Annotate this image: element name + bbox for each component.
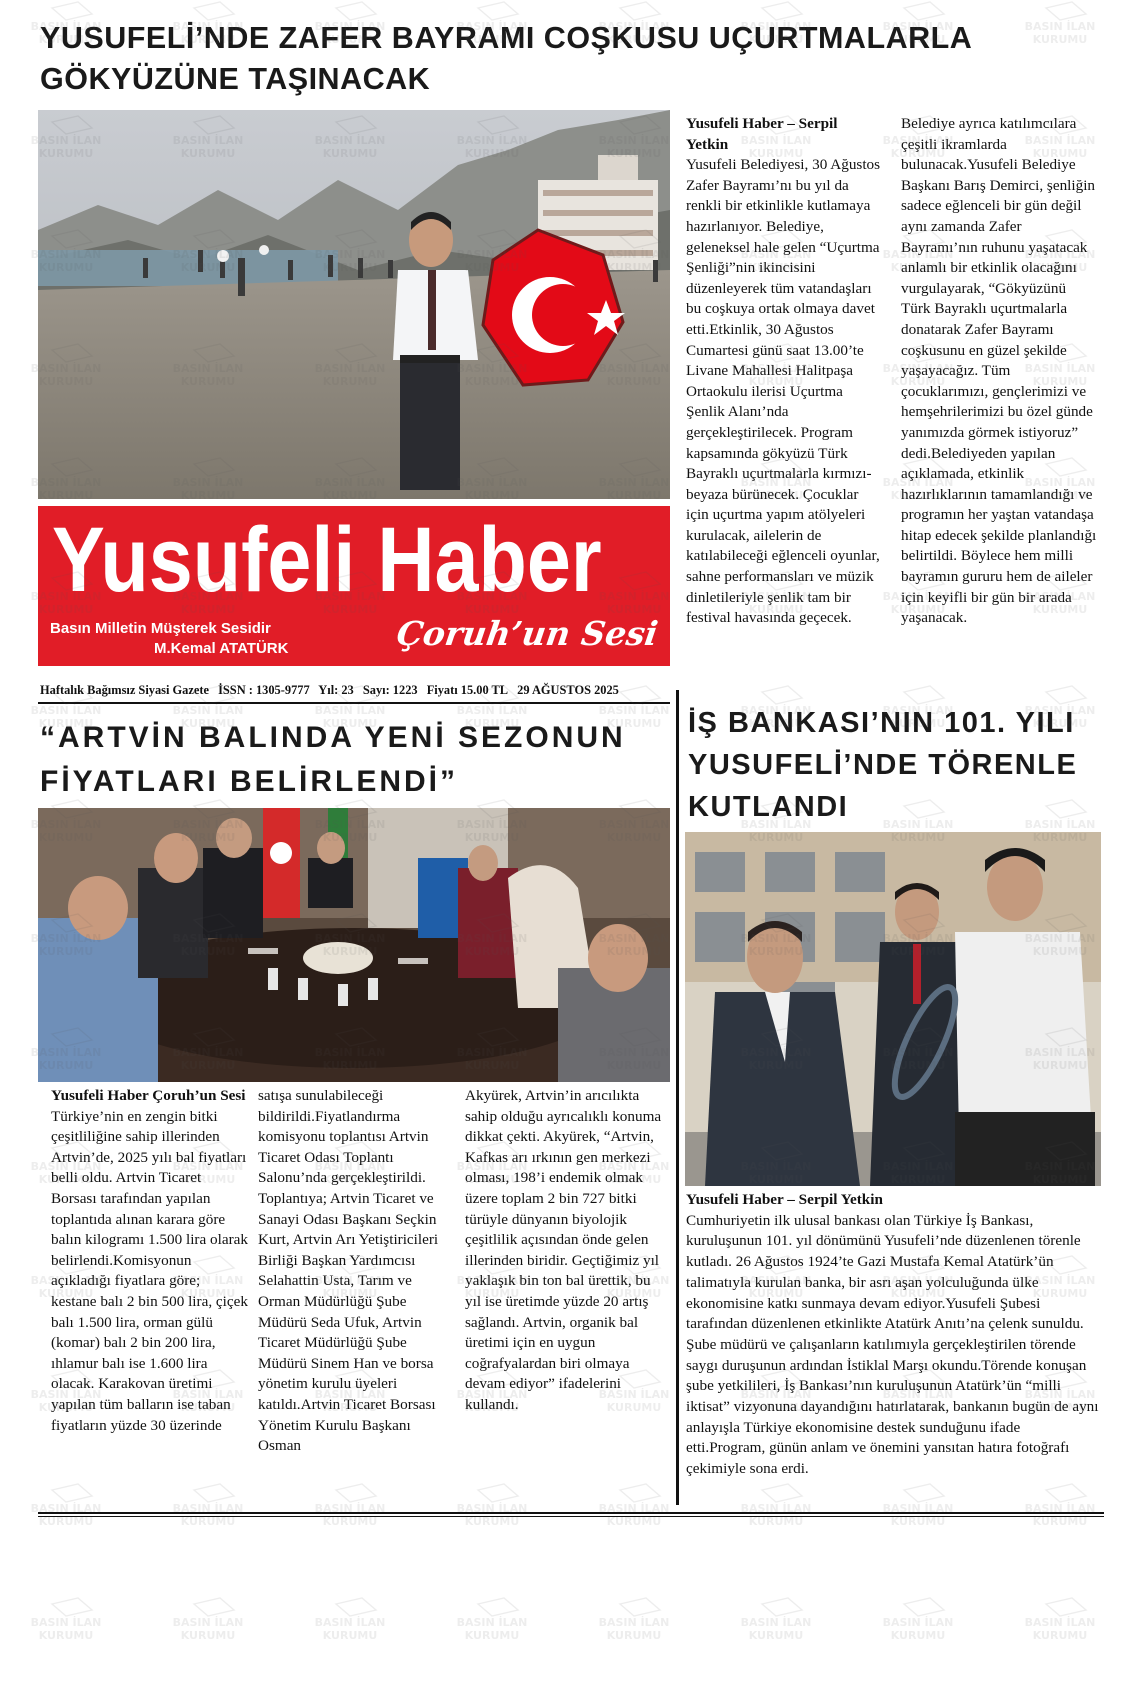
bal-col2-text: satışa sunulabileceği bildirildi.Fiyatlandırma komisyonu toplantısı Artvin Ticaret Odası Toplantı Salonu’nda gerçekleştirildi. Toplantıya; Artvin Ticaret ve Sanayi Odası Başkanı Seçkin Kurt, Artvin Arı Yetiştiricileri Birliği Başkan Yardımcısı Selahattin Usta, Tarım ve Orman Müdürlüğü Şube Müdürü Seda Ufuk, Artvin Ticaret Müdürlüğü Şube Müdürü Sinem Han ve borsa yönetim kurulu üyeleri katıldı.Artvin Ticaret Borsası Yönetim Kurulu Başkanı Osman bbox=[258, 1087, 439, 1455]
isbankasi-byline: Yusufeli Haber – Serpil Yetkin bbox=[686, 1191, 883, 1208]
masthead-slogan-text: Basın Milletin Müşterek Sesidir bbox=[50, 620, 271, 637]
ucurtma-column-2 bbox=[901, 114, 1099, 629]
bal-col3-text: Akyürek, Artvin’in arıcılıkta sahip olduğu ayrıcalıklı konuma dikkat çekti. Akyürek, “Artvin, Kafkas arı ırkının gen merkezi olması, 198’i endemik olmak üzere toplam 2 bin 727 bitki türüyle dünyanın biyolojik çeşitlilik açısından önde gelen illerinden biridir. Geçtiğimiz yıl yaklaşık bin ton bal ürettik, bu yıl ise üretimde yüzde 20 artış sağlandı. Artvin, organik bal üretimi için en uygun coğrafyalardan biri olmaya devam ediyor” ifadelerini kullandı. bbox=[465, 1087, 662, 1413]
bal-byline: Yusufeli Haber Çoruh’un Sesi bbox=[51, 1087, 246, 1104]
isbankasi-body: Cumhuriyetin ilk ulusal bankası olan Türkiye İş Bankası, kuruluşunun 101. yıl dönümünü Yusufeli’nde düzenlenen törenle kutladı. 26 Ağustos 1924’te Gazi Mustafa Kemal Atatürk’ün talimatıyla kurulan banka, bir asrı aşan yolculuğunda ülke ekonomisine katkı sunmaya devam ediyor.Yusufeli Şubesi tarafından düzenlenen etkinlikte Atatürk Anıtı’na çelenk sunuldu. Şube müdürü ve çalışanların katılımıyla gerçekleştirilen törende saygı duruşunun ardından İstiklal Marşı okundu.Törende konuşan şube yetkilileri, İş Bankası’nın kuruluşunun Atatürk’ün “milli iktisat” vizyonuna dayandığını hatırlatarak, bankanın bugün de aynı anlayışla Türkiye ekonomisine destek sunduğunu ifade etti.Program, günün anlam ve önemini yansıtan hatıra fotoğrafı çekimiyle sona erdi. bbox=[686, 1211, 1099, 1478]
ucurtma-col1-text: Yusufeli Belediyesi, 30 Ağustos Zafer Bayramı’nı bu yıl da renkli bir etkinlikle kutlamaya hazırlanıyor. Belediye, geleneksel hale gelen “Uçurtma Şenliği”nin ikincisini düzenleyerek tüm vatandaşları bu coşkuya ortak olmaya davet etti.Etkinlik, 30 Ağustos Cumartesi günü saat 13.00’te Livane Mahallesi Halitpaşa Ortaokulu ilerisi Uçurtma Şenlik Alanı’nda gerçekleştirilecek. Program kapsamında gökyüzü Türk Bayraklı uçurtmalarla kırmızı-beyaza bürünecek. Çocuklar için uçurtma yapım atölyeleri kurulacak, ailelerin de katılabileceği eğlenceli oyunlar, sahne performansları ve müzik dinletileriyle şenlik tam bir festival havasında geçecek. bbox=[686, 156, 881, 627]
isbankasi-headline-line3: KUTLANDI bbox=[688, 791, 849, 823]
ucurtma-col2-text: Belediye ayrıca katılımcılara çeşitli ikramlarda bulunacak.Yusufeli Belediye Başkanı Barış Demirci, şenliğin sadece eğlenceli bir gün değil aynı zamanda Zafer Bayramı’nın ruhunu yaşatacak anlamlı bir etkinlik olacağını vurgulayarak, “Gökyüzünü Türk Bayraklı uçurtmalarla donatarak Zafer Bayramı coşkusunu en güzel şekilde yaşayacağız. Tüm çocuklarımızı, gençlerimizi ve hemşehrilerimizi bu özel günde yanımızda görmek istiyoruz” dedi.Belediyeden yapılan açıklamada, etkinlik hazırlıklarının tamamlandığı ve programın her yaştan vatandaşa hitap edecek şekilde planlandığı belirtildi. Böylece hem milli bayramın gururu hem de aileler için keyifli bir gün bir arada yaşanacak. bbox=[901, 115, 1097, 627]
issue-number: Sayı: 1223 bbox=[362, 683, 418, 697]
ceremony-photo bbox=[685, 832, 1101, 1186]
issn: İSSN : 1305-9777 bbox=[218, 683, 310, 697]
bal-headline-line1: “ARTVİN BALINDA YENİ SEZONUN bbox=[40, 721, 626, 754]
column-divider bbox=[676, 690, 679, 1505]
paper-type: Haftalık Bağımsız Siyasi Gazete bbox=[40, 683, 209, 697]
masthead-title: Yusufeli Haber bbox=[52, 509, 602, 611]
issue-info-bar bbox=[40, 683, 668, 698]
year: Yıl: 23 bbox=[318, 683, 354, 697]
isbankasi-headline-line1: İŞ BANKASI’NIN 101. YILI bbox=[688, 707, 1075, 739]
bal-column-2 bbox=[258, 1086, 452, 1457]
issue-date: 29 AĞUSTOS 2025 bbox=[517, 683, 619, 697]
masthead-signature: M.Kemal ATATÜRK bbox=[154, 640, 289, 657]
masthead-subtitle: Çoruh’un Sesi bbox=[394, 614, 661, 653]
bottom-rule-2 bbox=[38, 1516, 1104, 1517]
ucurtma-column-1 bbox=[686, 114, 882, 629]
isbankasi-text bbox=[686, 1190, 1100, 1480]
price: Fiyatı 15.00 TL bbox=[426, 683, 509, 697]
infobar-underline bbox=[38, 702, 670, 704]
bottom-rule-1 bbox=[38, 1512, 1104, 1514]
kite-photo bbox=[38, 110, 670, 499]
bal-headline-line2: FİYATLARI BELİRLENDİ” bbox=[40, 765, 459, 798]
masthead-slogan bbox=[50, 619, 288, 659]
ucurtma-byline: Yusufeli Haber – Serpil Yetkin bbox=[686, 115, 838, 153]
masthead bbox=[38, 506, 670, 666]
meeting-photo bbox=[38, 808, 670, 1082]
ucurtma-headline bbox=[40, 18, 1100, 100]
ucurtma-headline-line1: YUSUFELİ’NDE ZAFER BAYRAMI COŞKUSU UÇURTMALARLA bbox=[40, 21, 973, 55]
bal-col1-text: Türkiye’nin en zengin bitki çeşitliliğine sahip illerinden Artvin’de, 2025 yılı bal fiyatları belli oldu. Artvin Ticaret Borsası tarafından yapılan toplantıda alınan karara göre balın kilogramı 1.500 lira olarak belirlendi.Komisyonun açıkladığı fiyatlara göre; kestane balı 2 bin 500 lira, çiçek balı 1.500 lira, orman gülü (komar) balı 2 bin 200 lira, ıhlamur balı ise 1.600 lira olacak. Karakovan üretimi yapılan tüm balların ise taban fiyatların yüzde 30 üzerinde bbox=[51, 1107, 248, 1434]
isbankasi-headline-line2: YUSUFELİ’NDE TÖRENLE bbox=[688, 749, 1078, 781]
isbankasi-headline bbox=[688, 702, 1108, 828]
bal-headline bbox=[40, 716, 670, 804]
ucurtma-headline-line2: GÖKYÜZÜNE TAŞINACAK bbox=[40, 62, 431, 97]
bal-column-3 bbox=[465, 1086, 665, 1416]
bal-column-1 bbox=[51, 1086, 249, 1436]
